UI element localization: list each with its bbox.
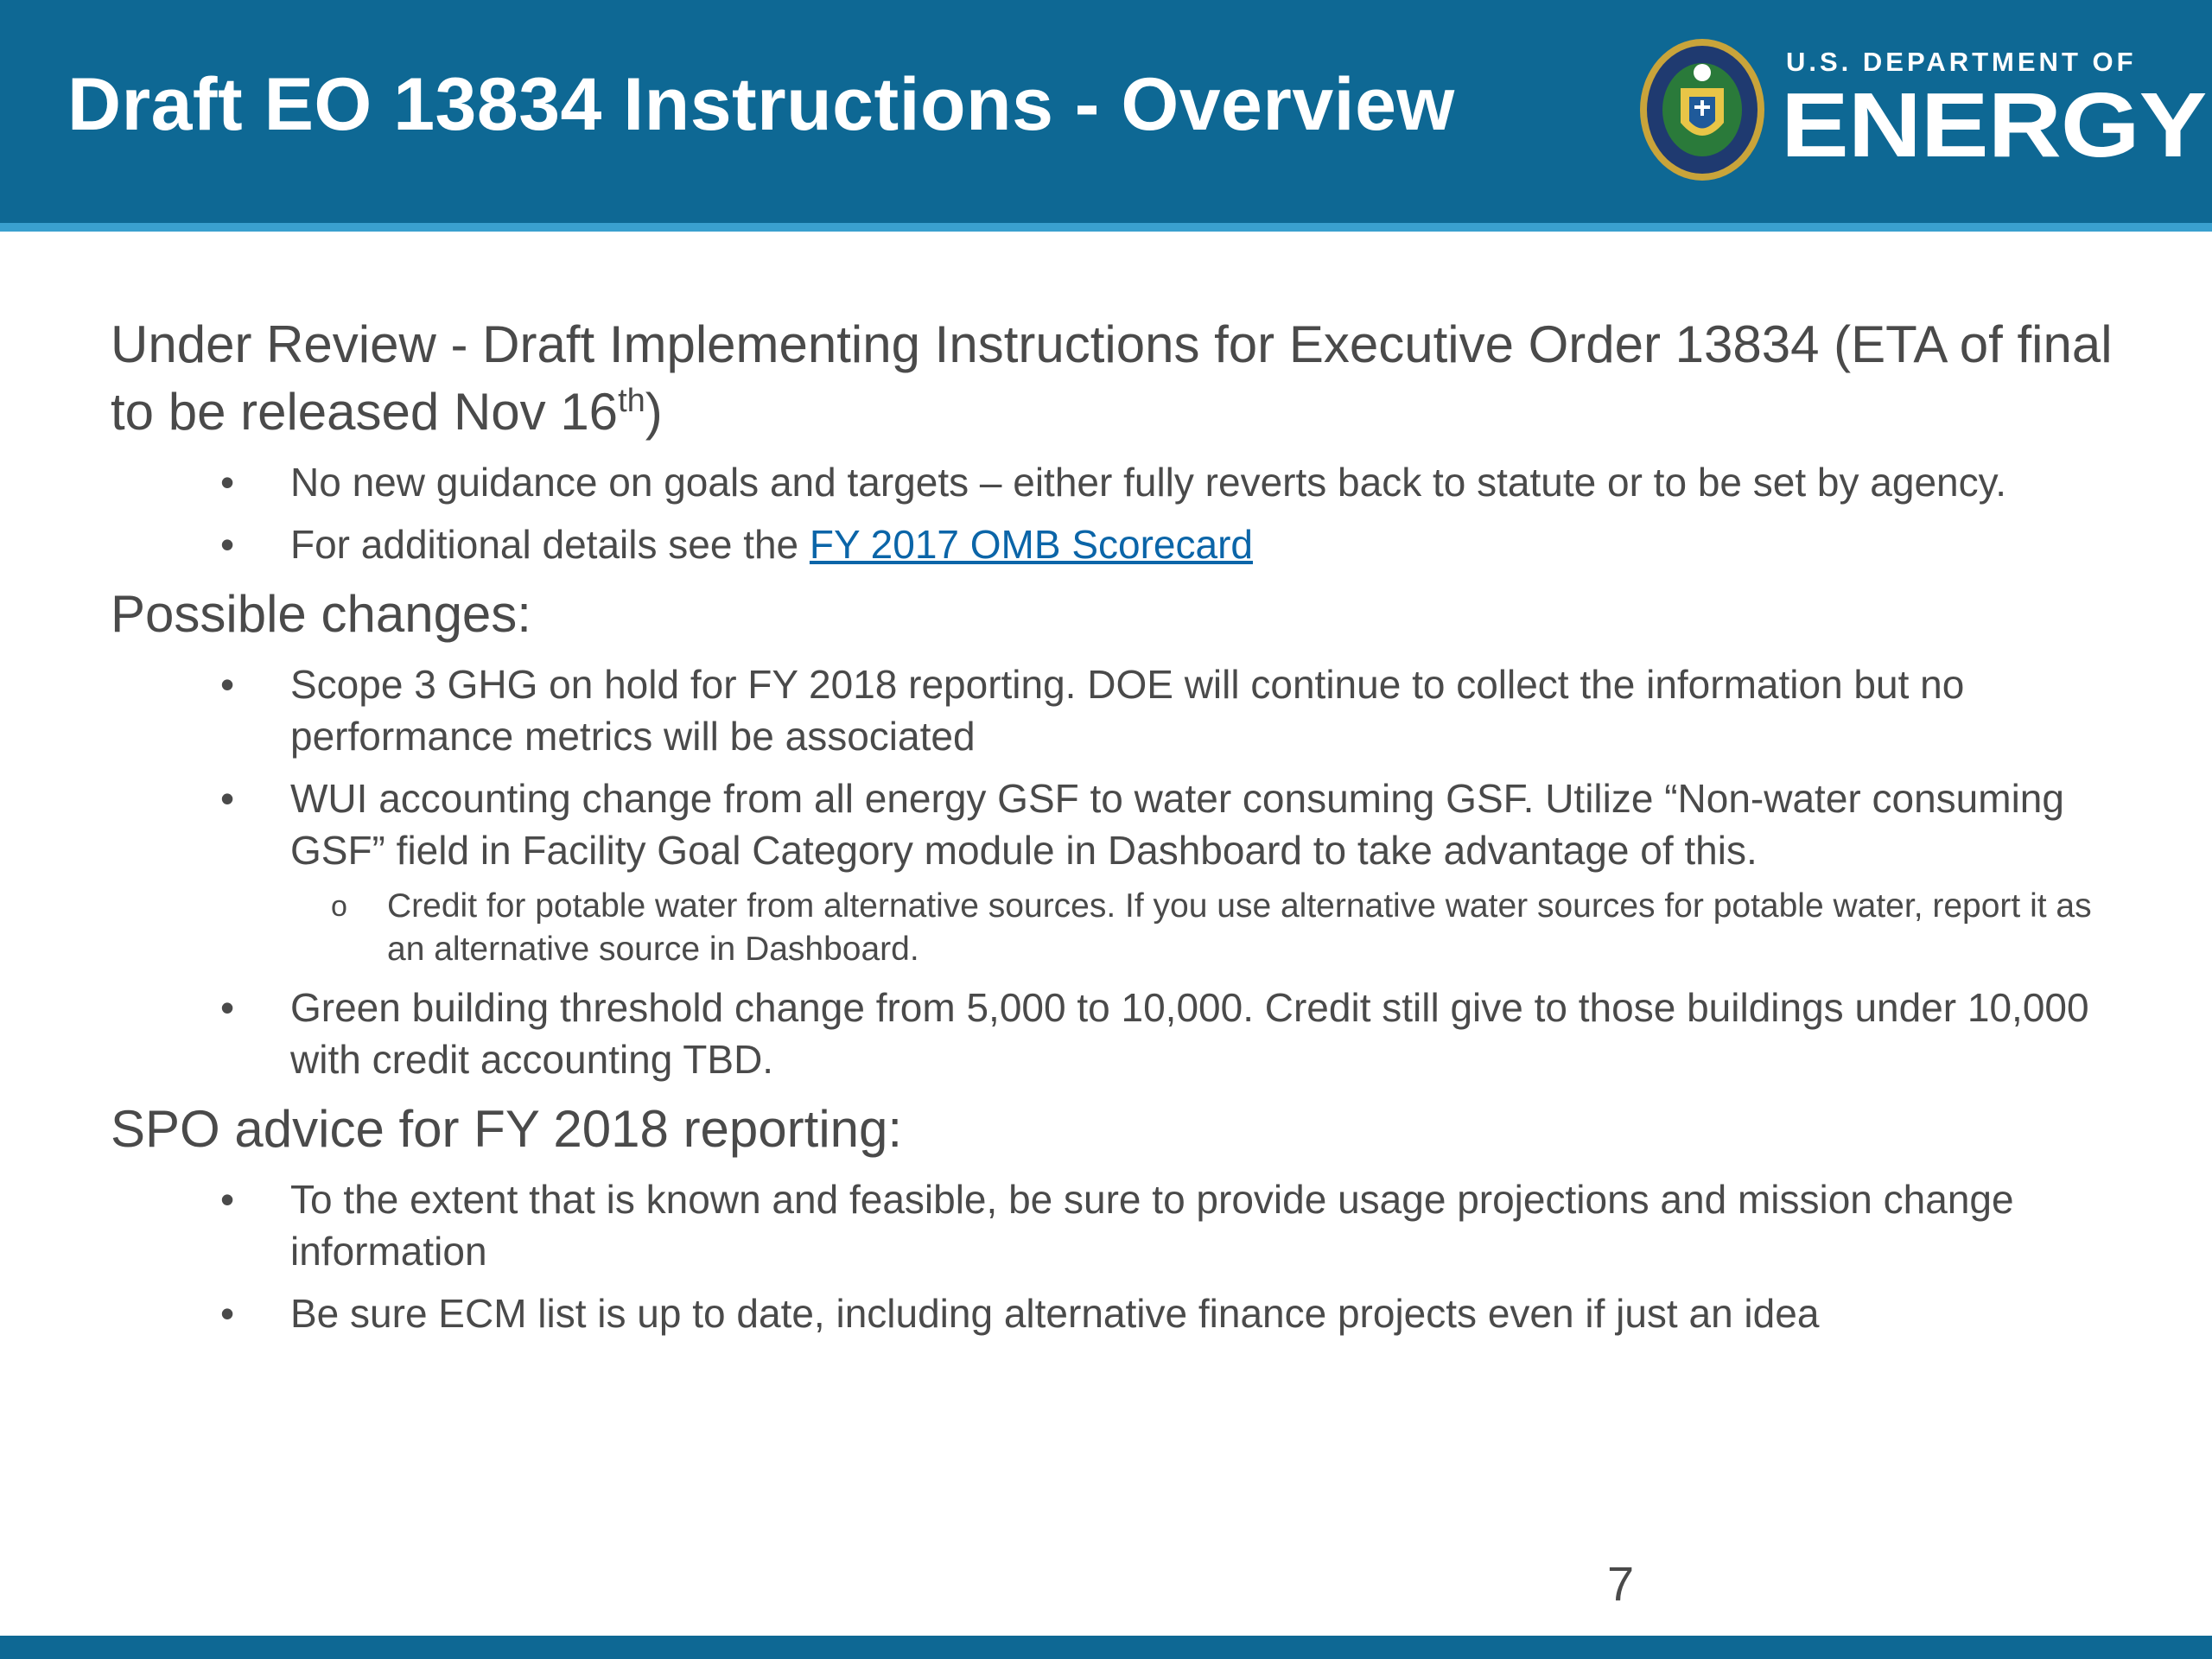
section-heading: SPO advice for FY 2018 reporting: xyxy=(111,1100,903,1158)
header-stripe xyxy=(0,223,2212,232)
bullet-icon: • xyxy=(220,1291,235,1336)
list-item: • For additional details see the FY 2017 OMB Scorecard xyxy=(111,518,2124,570)
list-item: • Scope 3 GHG on hold for FY 2018 reporting. DOE will continue to collect the information but no performance metrics will be associated xyxy=(111,658,2124,762)
header-bar xyxy=(0,0,2212,223)
footer-bar xyxy=(0,1636,2212,1659)
sub-list-item: o Credit for potable water from alternative sources. If you use alternative water sources for potable water, report it as an alternative source in Dashboard. xyxy=(111,885,2124,971)
list-item: • Be sure ECM list is up to date, including alternative finance projects even if just an idea xyxy=(111,1287,2124,1339)
logo-dept-line: U.S. DEPARTMENT OF xyxy=(1786,47,2137,77)
doe-logo xyxy=(1637,33,2207,188)
sub-bullet-icon: o xyxy=(331,890,347,923)
list-item: • WUI accounting change from all energy GSF to water consuming GSF. Utilize “Non-water consuming GSF” field in Facility Goal Category module in Dashboard to take advantage of this. xyxy=(111,772,2124,876)
bullet-icon: • xyxy=(220,662,235,707)
page-number: 7 xyxy=(1607,1556,1635,1611)
slide-title: Draft EO 13834 Instructions - Overview xyxy=(67,63,1455,146)
list-item: • To the extent that is known and feasible, be sure to provide usage projections and mission change information xyxy=(111,1173,2124,1277)
omb-scorecard-link[interactable]: FY 2017 OMB Scorecard xyxy=(809,522,1253,567)
doe-seal-icon xyxy=(1637,36,1767,183)
bullet-icon: • xyxy=(220,1177,235,1222)
bullet-icon: • xyxy=(220,522,235,567)
bullet-icon: • xyxy=(220,460,235,505)
superscript: th xyxy=(618,383,645,419)
bullet-icon: • xyxy=(220,776,235,821)
slide-content xyxy=(111,311,2124,1350)
section-heading: Possible changes: xyxy=(111,585,531,643)
list-item: • Green building threshold change from 5,000 to 10,000. Credit still give to those buildings under 10,000 with credit accounting TBD. xyxy=(111,982,2124,1085)
logo-energy-word: ENERGY xyxy=(1781,73,2207,177)
section-heading: Under Review - Draft Implementing Instructions for Executive Order 13834 (ETA of final to be released Nov 16th) xyxy=(111,315,2113,441)
bullet-icon: • xyxy=(220,985,235,1030)
list-item: • No new guidance on goals and targets – either fully reverts back to statute or to be set by agency. xyxy=(111,456,2124,508)
